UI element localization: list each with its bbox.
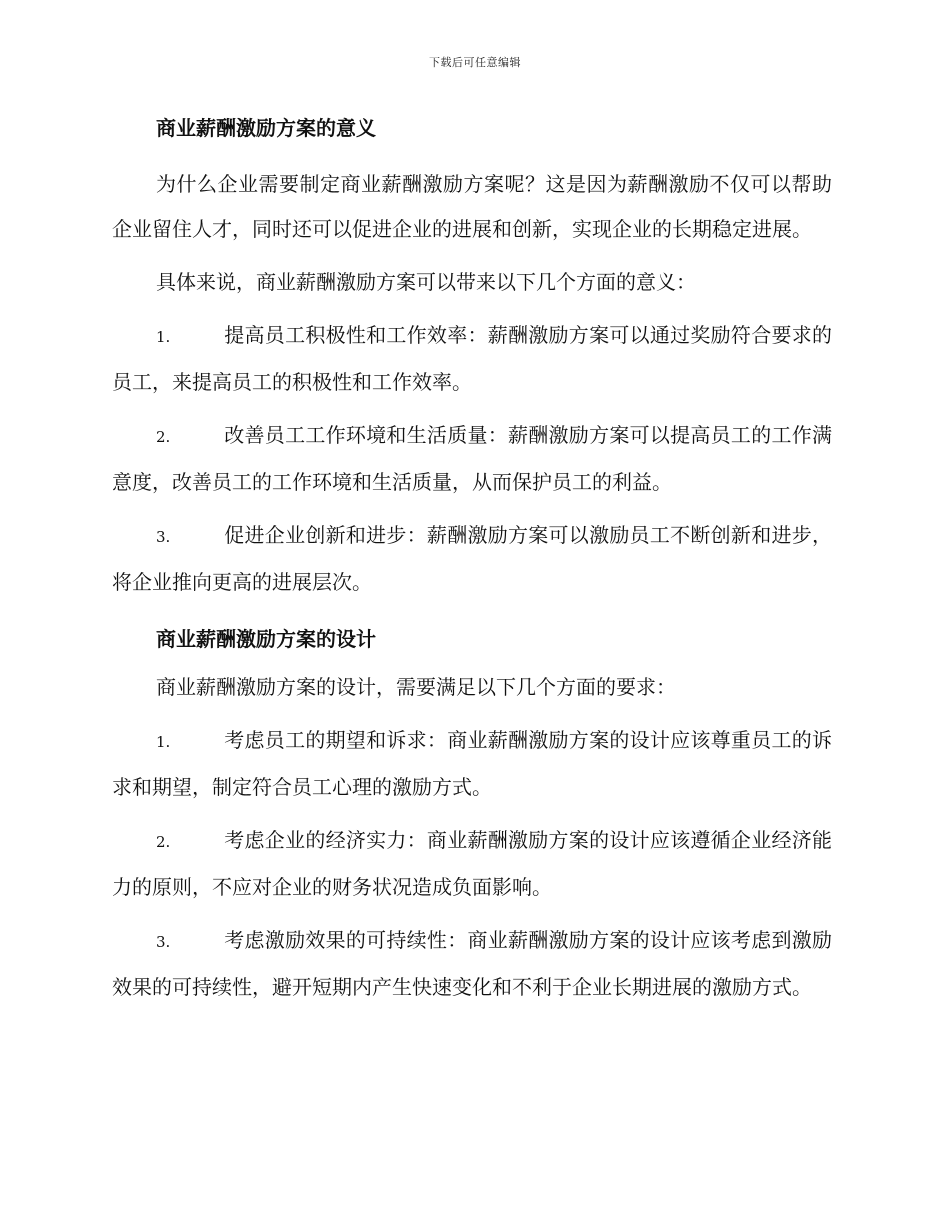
section-heading-design: 商业薪酬激励方案的设计 (156, 627, 376, 651)
list-item (112, 818, 832, 910)
list-item-text: 考虑员工的期望和诉求：商业薪酬激励方案的设计应该尊重员工的诉求和期望，制定符合员工心理的激励方式。 (112, 728, 832, 799)
page-header: 下载后可任意编辑 (429, 56, 521, 69)
document-body (112, 110, 832, 1010)
list-item-text: 考虑企业的经济实力：商业薪酬激励方案的设计应该遵循企业经济能力的原则，不应对企业的财务状况造成负面影响。 (112, 828, 832, 899)
list-number: 2. (156, 833, 171, 851)
list-item (112, 413, 832, 505)
list-item-text: 促进企业创新和进步：薪酬激励方案可以激励员工不断创新和进步，将企业推向更高的进展层次。 (112, 523, 832, 594)
list-number: 3. (156, 528, 171, 546)
paragraph-lead-design: 商业薪酬激励方案的设计，需要满足以下几个方面的要求： (156, 675, 676, 699)
list-number: 3. (156, 933, 171, 951)
list-item-text: 改善员工工作环境和生活质量：薪酬激励方案可以提高员工的工作满意度，改善员工的工作环境和生活质量，从而保护员工的利益。 (112, 423, 832, 494)
list-number: 2. (156, 428, 171, 446)
section-heading-significance: 商业薪酬激励方案的意义 (156, 116, 376, 140)
list-number: 1. (156, 733, 171, 751)
paragraph-lead-significance: 具体来说，商业薪酬激励方案可以带来以下几个方面的意义： (156, 270, 696, 294)
list-item (112, 918, 832, 1010)
list-number: 1. (156, 328, 171, 346)
list-item (112, 513, 832, 605)
list-item (112, 313, 832, 405)
list-item-text: 提高员工积极性和工作效率：薪酬激励方案可以通过奖励符合要求的员工，来提高员工的积极性和工作效率。 (112, 323, 832, 394)
paragraph-intro: 为什么企业需要制定商业薪酬激励方案呢？这是因为薪酬激励不仅可以帮助企业留住人才，同时还可以促进企业的进展和创新，实现企业的长期稳定进展。 (112, 172, 832, 241)
list-item-text: 考虑激励效果的可持续性：商业薪酬激励方案的设计应该考虑到激励效果的可持续性，避开短期内产生快速变化和不利于企业长期进展的激励方式。 (112, 928, 832, 999)
list-item (112, 718, 832, 810)
